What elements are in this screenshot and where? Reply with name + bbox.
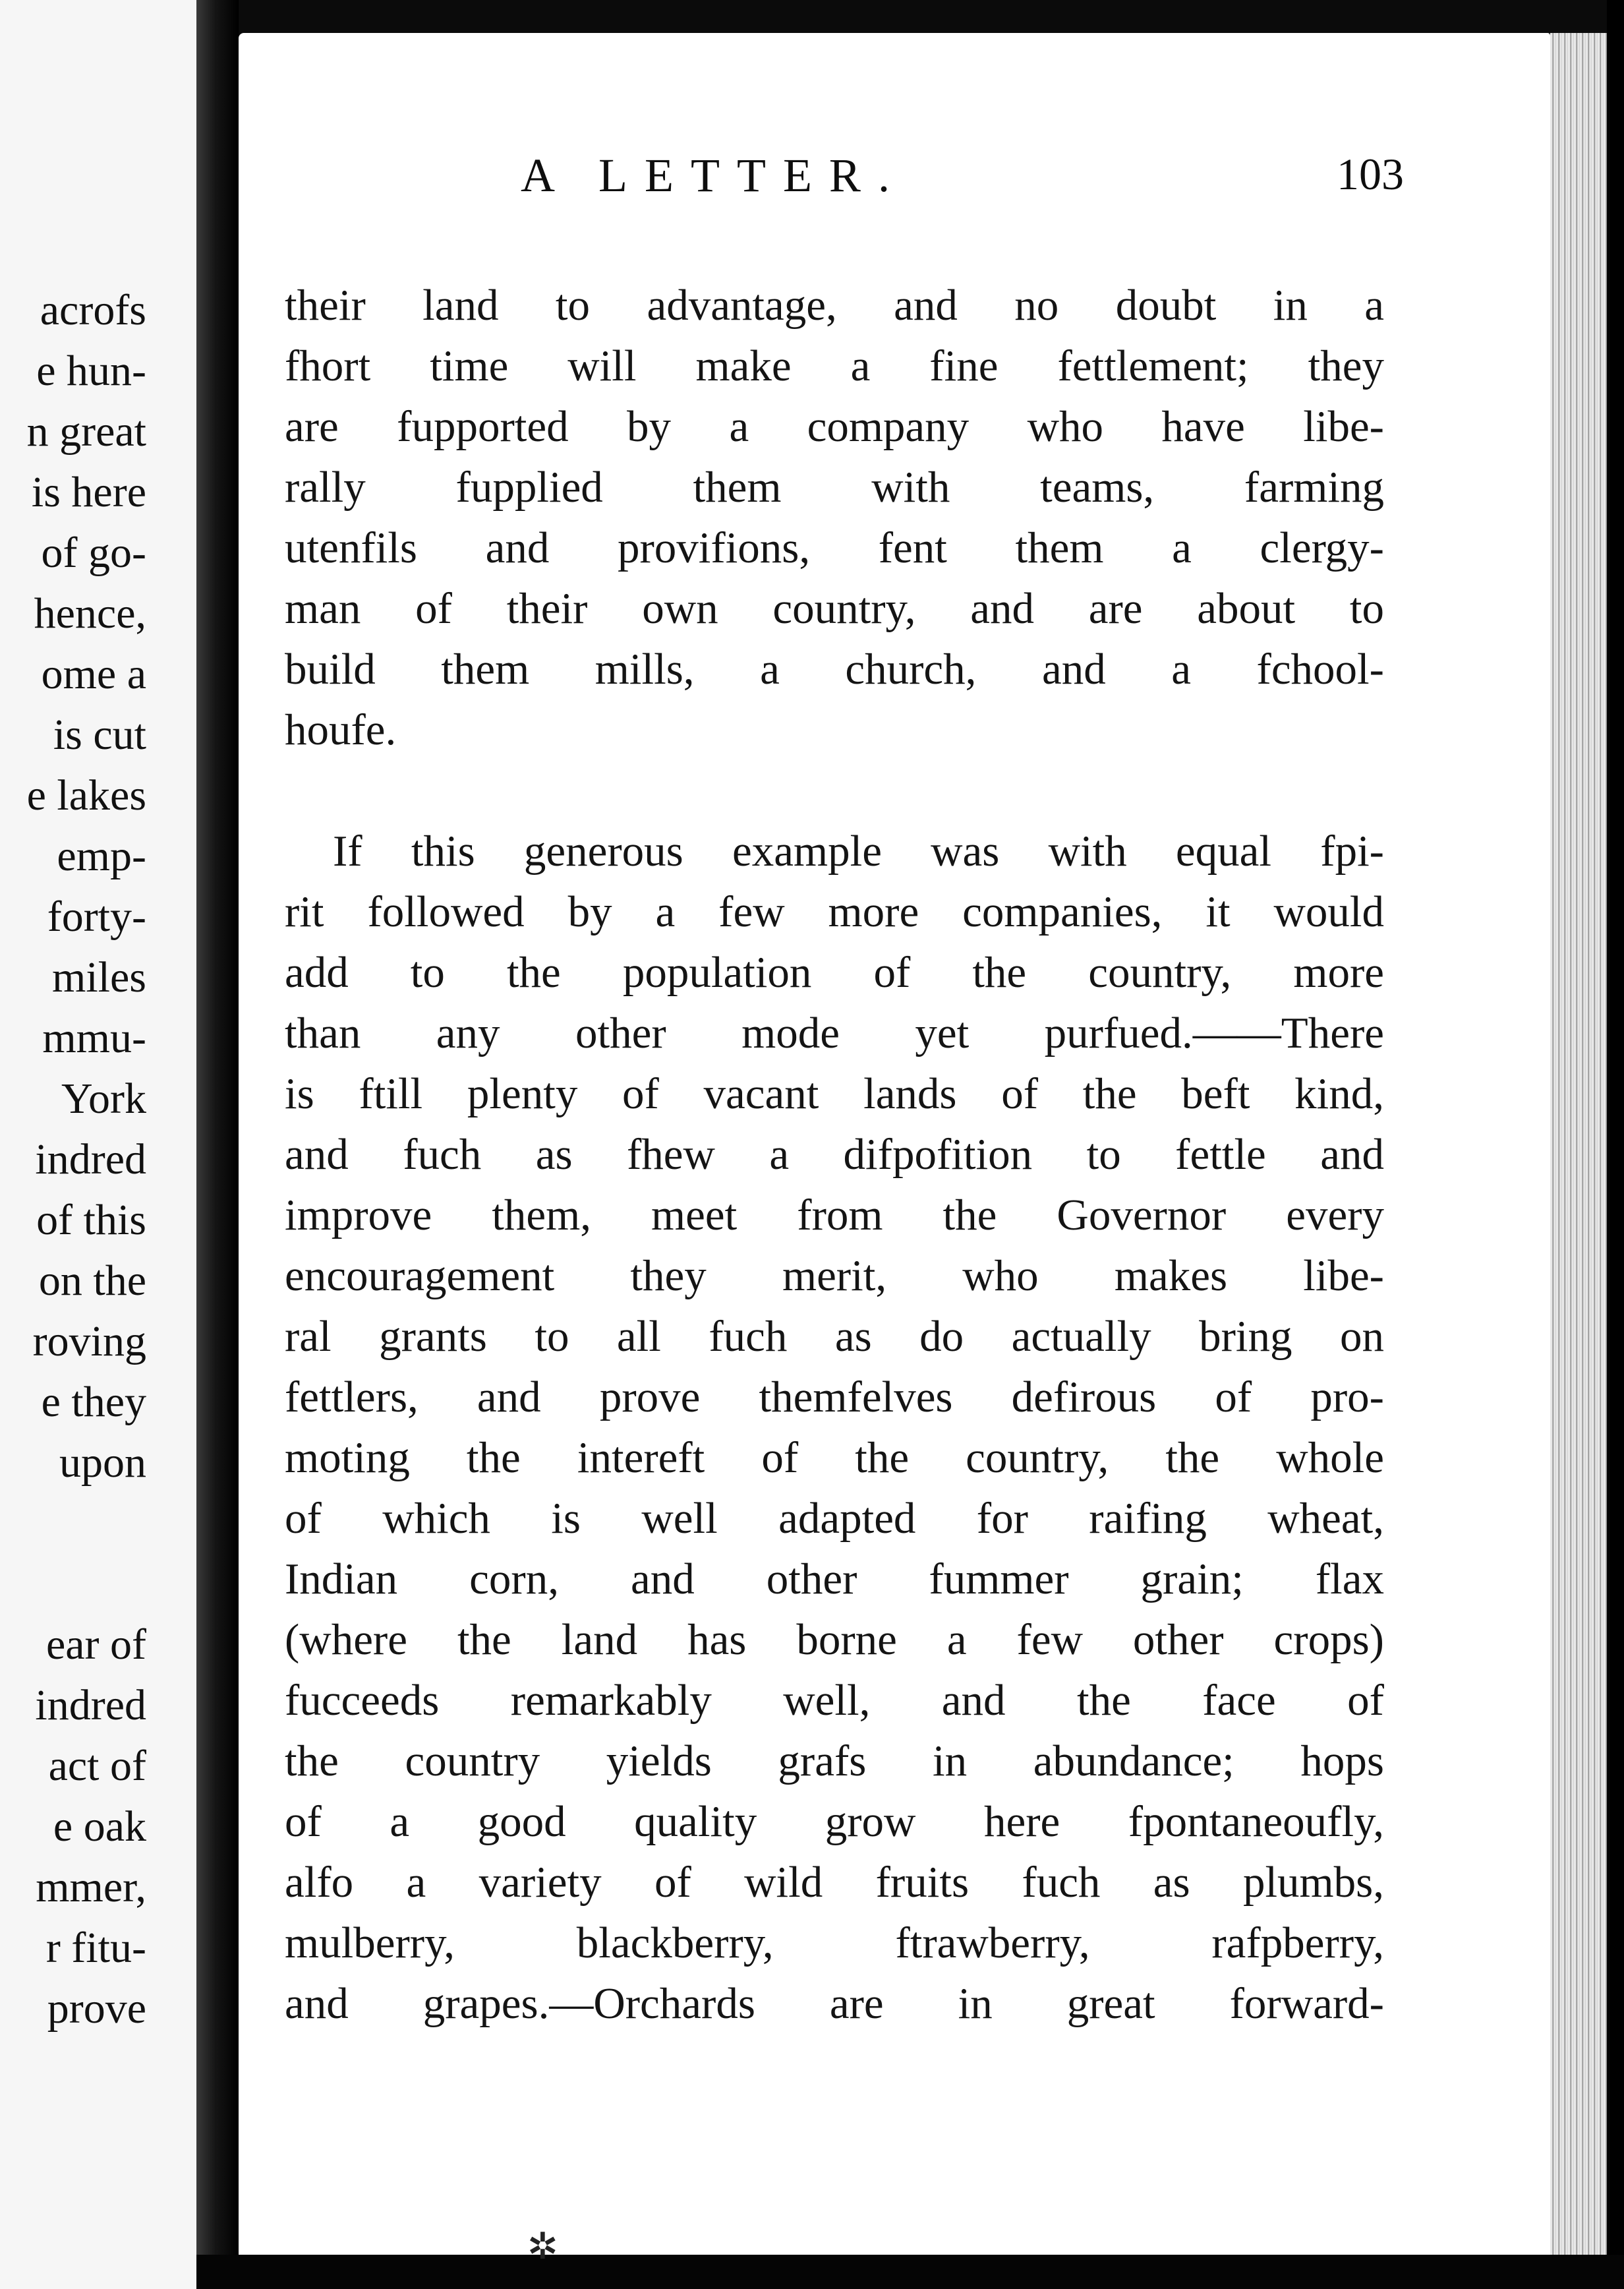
text-line: encouragement they merit, who makes libe-: [285, 1251, 1384, 1300]
text-line: mulberry, blackberry, ftrawberry, rafpberry,: [285, 1918, 1384, 1967]
facing-line: n great: [26, 407, 146, 456]
facing-page-text: [0, 0, 196, 2289]
book-gutter: [196, 0, 239, 2289]
facing-line: ome a: [41, 650, 146, 698]
text-line: fucceeds remarkably well, and the face of: [285, 1676, 1384, 1725]
facing-line: hence,: [34, 589, 146, 638]
text-line: and fuch as fhew a difpofition to fettle and: [285, 1130, 1384, 1179]
text-line: utenfils and provifions, fent them a clergy-: [285, 523, 1384, 572]
running-title: A LETTER.: [521, 149, 907, 202]
facing-line: is cut: [53, 711, 146, 759]
text-line: the country yields grafs in abundance; hops: [285, 1737, 1384, 1785]
facing-line: emp-: [57, 832, 146, 880]
text-line: of which is well adapted for raifing wheat,: [285, 1494, 1384, 1543]
facing-line: e hun-: [36, 347, 146, 395]
facing-line: indred: [35, 1681, 146, 1729]
text-line: rit followed by a few more companies, it would: [285, 887, 1384, 936]
text-line: build them mills, a church, and a fchool-: [285, 645, 1384, 694]
text-line: If this generous example was with equal fpi-: [333, 827, 1384, 876]
text-line: their land to advantage, and no doubt in a: [285, 281, 1384, 330]
text-line: houfe.: [285, 705, 397, 754]
text-line: of a good quality grow here fpontaneoufly,: [285, 1797, 1384, 1846]
facing-line: roving: [32, 1317, 146, 1365]
facing-line: is here: [31, 468, 146, 516]
text-line: ral grants to all fuch as do actually bring on: [285, 1312, 1384, 1361]
facing-line: York: [61, 1075, 146, 1123]
facing-line: e lakes: [26, 771, 146, 819]
text-line: moting the intereft of the country, the whole: [285, 1433, 1384, 1482]
text-line: than any other mode yet purfued.——There: [285, 1009, 1384, 1057]
text-line: and grapes.—Orchards are in great forward-: [285, 1979, 1384, 2028]
text-line: Indian corn, and other fummer grain; flax: [285, 1555, 1384, 1603]
facing-line: mmu-: [42, 1014, 146, 1062]
text-line: improve them, meet from the Governor every: [285, 1191, 1384, 1239]
text-line: add to the population of the country, more: [285, 948, 1384, 997]
page-edges: [1550, 33, 1607, 2255]
facing-line: act of: [48, 1742, 146, 1790]
facing-line: on the: [38, 1257, 146, 1305]
text-line: rally fupplied them with teams, farming: [285, 463, 1384, 512]
text-line: fettlers, and prove themfelves defirous of pro-: [285, 1373, 1384, 1421]
ink-blot-icon: ✲: [527, 2225, 558, 2268]
facing-line: e oak: [53, 1802, 146, 1851]
background-bottom: [196, 2255, 1624, 2289]
facing-line: e they: [41, 1378, 146, 1426]
facing-page: [0, 0, 196, 2289]
text-line: man of their own country, and are about to: [285, 584, 1384, 633]
facing-line: of this: [36, 1196, 146, 1244]
background-edge: [1607, 0, 1624, 2289]
text-line: alfo a variety of wild fruits fuch as plumbs,: [285, 1858, 1384, 1907]
page-number: 103: [1337, 149, 1404, 199]
facing-line: upon: [59, 1439, 146, 1487]
facing-line: miles: [52, 953, 146, 1001]
facing-line: ear of: [45, 1620, 146, 1669]
text-line: fhort time will make a fine fettlement; they: [285, 342, 1384, 390]
text-line: are fupported by a company who have libe-: [285, 402, 1384, 451]
facing-line: prove: [47, 1984, 146, 2033]
facing-line: acrofs: [40, 286, 146, 334]
facing-line: of go-: [41, 529, 146, 577]
text-line: is ftill plenty of vacant lands of the beft kind,: [285, 1069, 1384, 1118]
text-line: (where the land has borne a few other crops): [285, 1615, 1384, 1664]
page-header: [521, 148, 1404, 214]
facing-line: mmer,: [36, 1863, 146, 1911]
facing-line: r fitu-: [45, 1924, 146, 1972]
facing-line: indred: [35, 1135, 146, 1183]
facing-line: forty-: [47, 893, 146, 941]
